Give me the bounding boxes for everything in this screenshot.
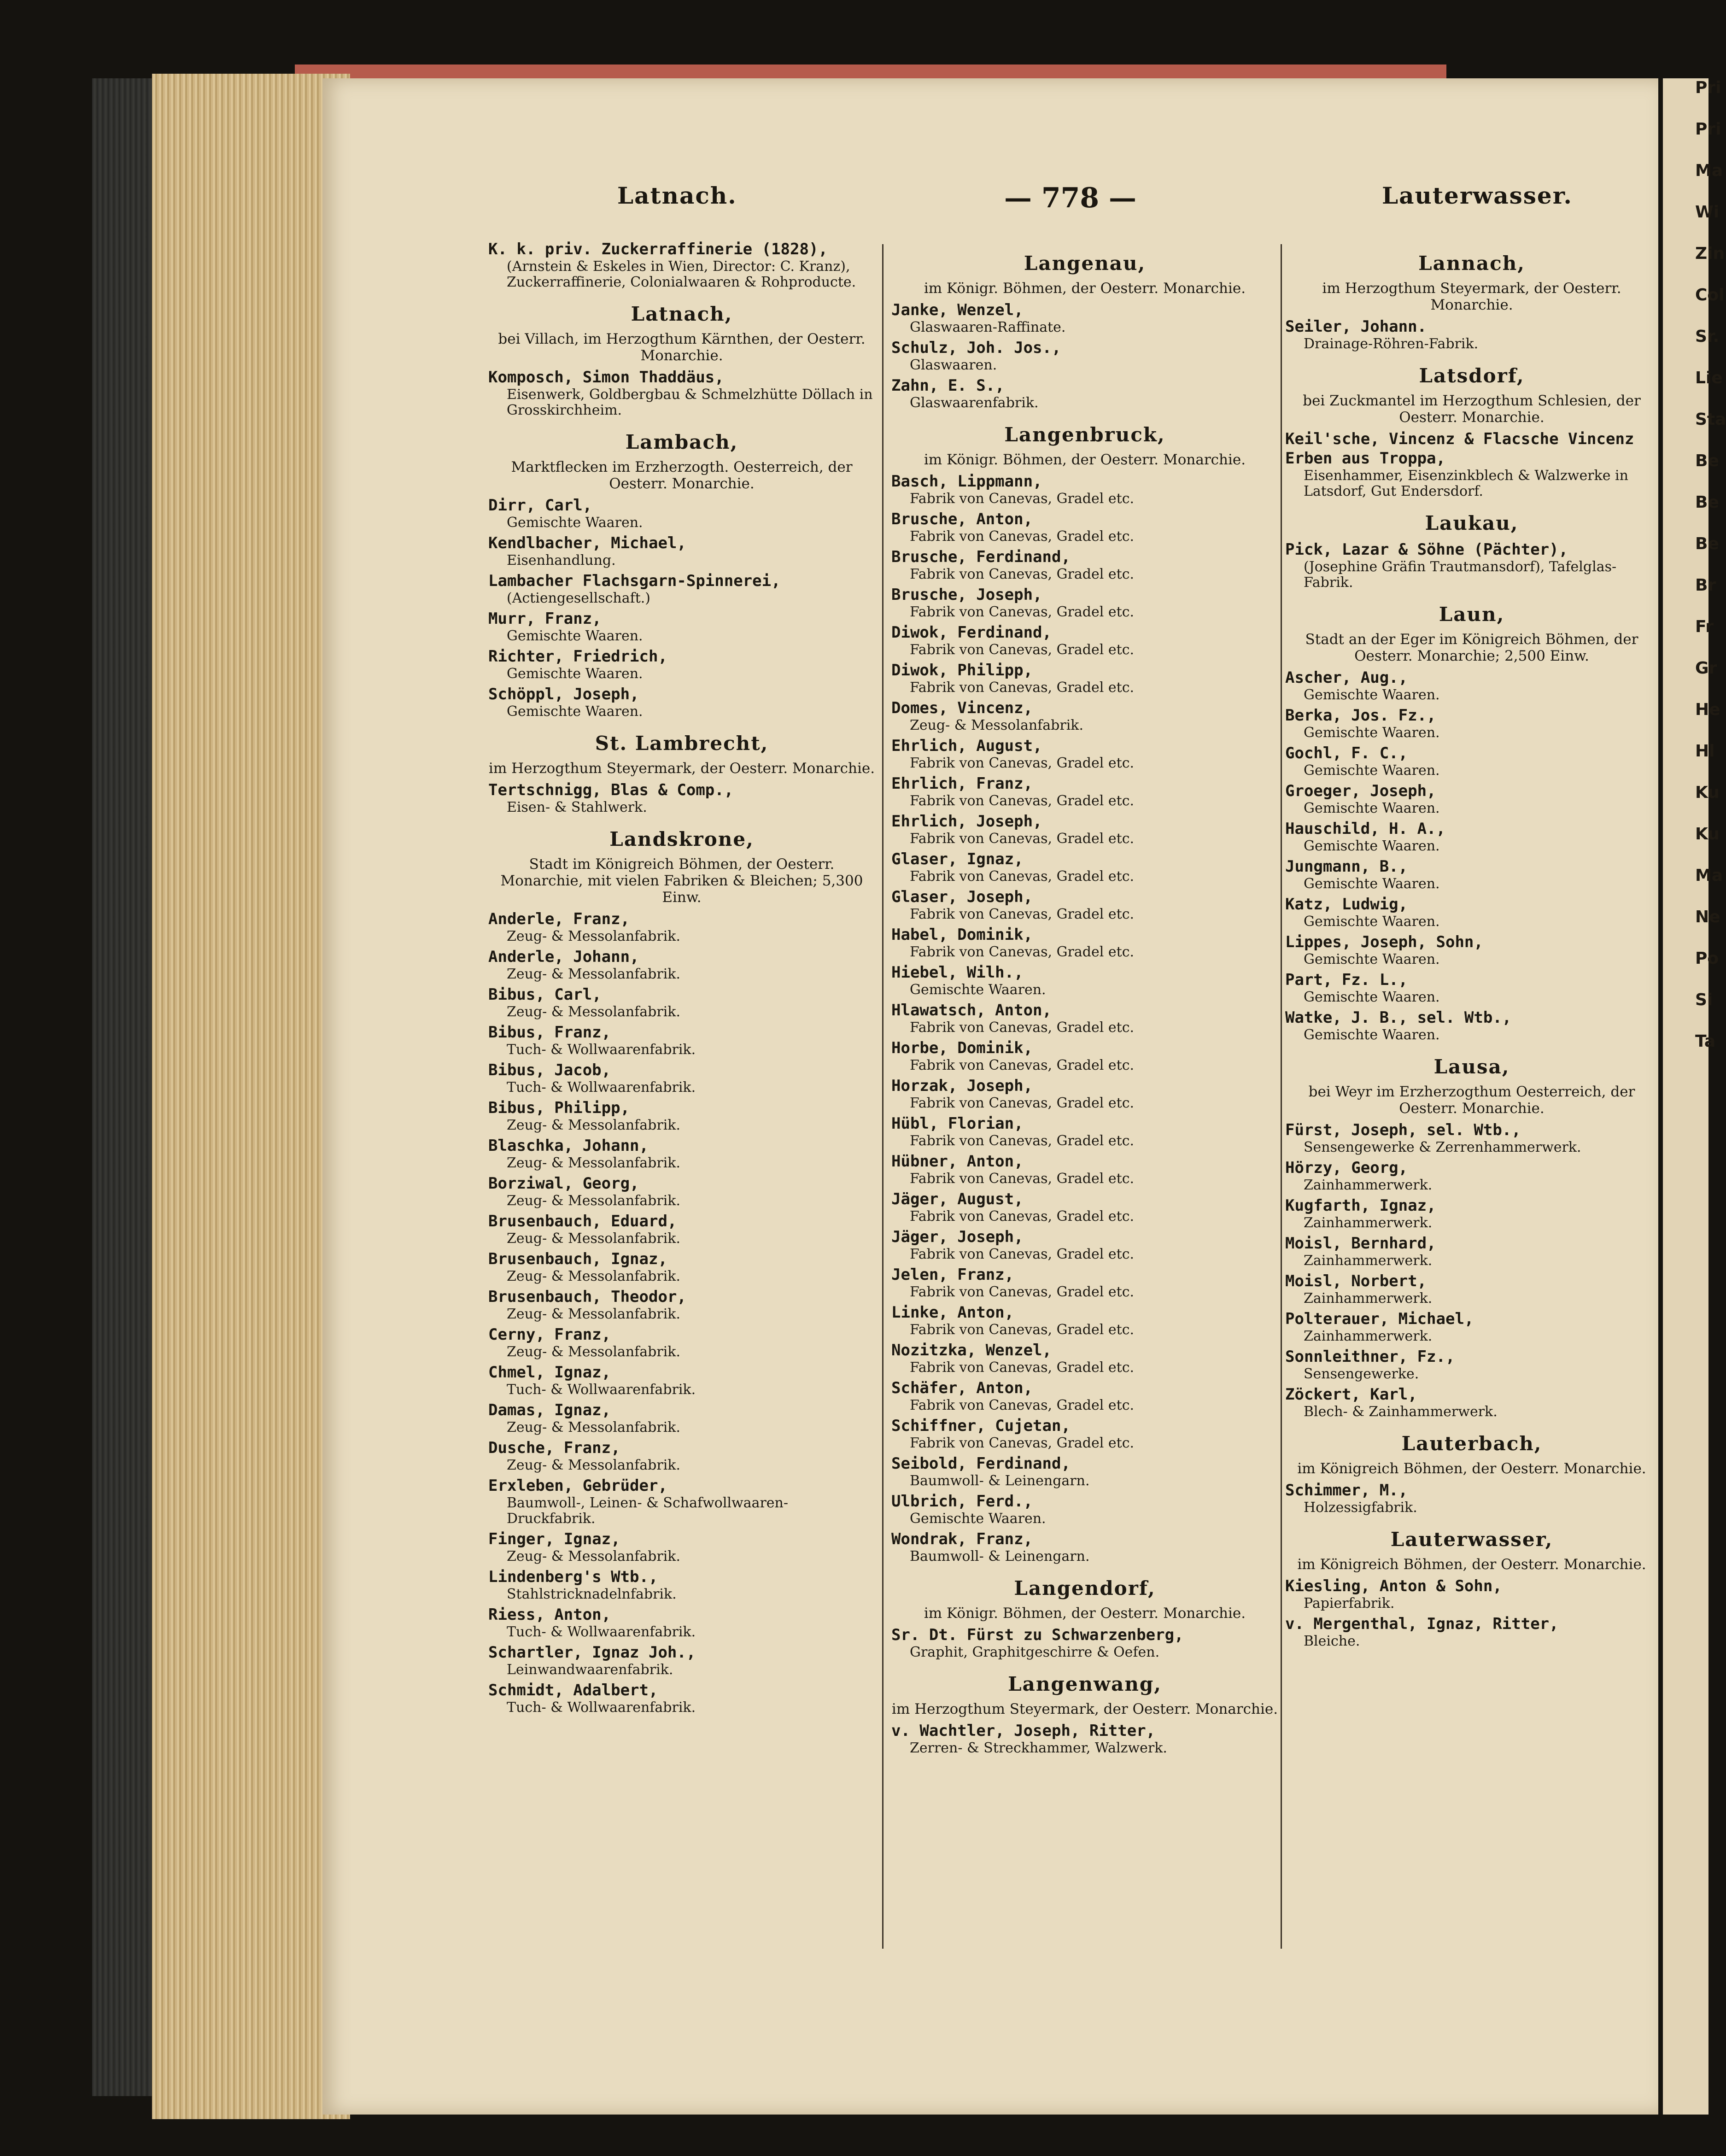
firm-name: Wondrak, Franz, (891, 1530, 1033, 1548)
firm-name: Katz, Ludwig, (1285, 895, 1408, 914)
firm-description: Eisenhammer, Eisenzinkblech & Walzwerke in Latsdorf, Gut Endersdorf. (1304, 468, 1628, 499)
firm-description: Zerren- & Streckhammer, Walzwerk. (910, 1740, 1167, 1756)
firm-description: Holzessigfabrik. (1304, 1500, 1417, 1516)
firm-name: Bibus, Franz, (488, 1023, 611, 1042)
firm-name: Ulbrich, Ferd., (891, 1492, 1033, 1511)
town-heading: Lauterbach, (1401, 1432, 1542, 1455)
firm-name: Dirr, Carl, (488, 496, 592, 515)
firm-name: Brusche, Ferdinand, (891, 548, 1071, 566)
firm-description: Zeug- & Messolanfabrik. (507, 1155, 681, 1171)
firm-description: Gemischte Waaren. (507, 515, 643, 531)
firm-description: Fabrik von Canevas, Gradel etc. (910, 491, 1135, 507)
firm-description: Stahlstricknadelnfabrik. (507, 1586, 677, 1602)
book-spine (92, 78, 161, 2096)
firm-description: Gemischte Waaren. (1304, 725, 1440, 741)
firm-description: Zeug- & Messolanfabrik. (910, 717, 1084, 733)
firm-description: Eisenwerk, Goldbergbau & Schmelzhütte Döllach in Grosskirchheim. (507, 387, 873, 418)
firm-name: Seibold, Ferdinand, (891, 1454, 1071, 1473)
firm-description: Fabrik von Canevas, Gradel etc. (910, 1435, 1135, 1451)
town-description: Stadt im Königreich Böhmen, der Oesterr. Monarchie, mit vielen Fabriken & Bleichen; 5,300 Einw. (500, 856, 863, 906)
firm-name: Jelen, Franz, (891, 1265, 1014, 1284)
next-page-text: Be (1695, 534, 1719, 553)
firm-name: Hauschild, H. A., (1285, 820, 1445, 838)
next-page-text: Zin (1695, 244, 1725, 263)
next-page-text: Be (1695, 493, 1719, 512)
next-page-text: Fr (1695, 617, 1714, 636)
firm-description: Fabrik von Canevas, Gradel etc. (910, 1397, 1135, 1413)
firm-name: Brusenbauch, Theodor, (488, 1288, 686, 1306)
firm-description: Zainhammerwerk. (1304, 1215, 1433, 1231)
firm-name: Schartler, Ignaz Joh., (488, 1643, 696, 1662)
firm-name: Erxleben, Gebrüder, (488, 1476, 667, 1495)
firm-description: Fabrik von Canevas, Gradel etc. (910, 1322, 1135, 1338)
firm-description: Fabrik von Canevas, Gradel etc. (910, 944, 1135, 960)
firm-name: Linke, Anton, (891, 1303, 1014, 1322)
firm-description: Baumwoll- & Leinengarn. (910, 1548, 1090, 1564)
firm-name: v. Wachtler, Joseph, Ritter, (891, 1722, 1156, 1740)
firm-description: Gemischte Waaren. (507, 703, 643, 720)
firm-description: (Arnstein & Eskeles in Wien, Director: C. Kranz), Zuckerraffinerie, Colonialwaaren & Rohproducte. (507, 258, 856, 290)
firm-description: Zeug- & Messolanfabrik. (507, 1004, 681, 1020)
page-edges (152, 74, 350, 2119)
firm-name: Sonnleithner, Fz., (1285, 1348, 1455, 1366)
firm-name: Keil'sche, Vincenz & Flacsche Vincenz Erben aus Troppa, (1285, 430, 1644, 468)
town-heading: Lambach, (625, 431, 738, 453)
next-page-fragment (1663, 78, 1726, 2115)
firm-name: Basch, Lippmann, (891, 472, 1042, 491)
firm-description: Gemischte Waaren. (910, 982, 1046, 998)
firm-name: Part, Fz. L., (1285, 971, 1408, 989)
firm-name: Komposch, Simon Thaddäus, (488, 368, 724, 387)
firm-description: Zainhammerwerk. (1304, 1328, 1433, 1344)
town-heading: Latsdorf, (1419, 364, 1525, 387)
firm-description: Zeug- & Messolanfabrik. (507, 1193, 681, 1209)
firm-description: Fabrik von Canevas, Gradel etc. (910, 528, 1135, 545)
firm-name: Bibus, Jacob, (488, 1061, 611, 1079)
firm-description: Gemischte Waaren. (910, 1511, 1046, 1527)
firm-description: Gemischte Waaren. (1304, 914, 1440, 930)
firm-description: Fabrik von Canevas, Gradel etc. (910, 1057, 1135, 1073)
firm-name: Jungmann, B., (1285, 857, 1408, 876)
firm-name: Moisl, Bernhard, (1285, 1234, 1436, 1253)
firm-name: Anderle, Johann, (488, 948, 639, 966)
next-page-text: Ma (1695, 161, 1723, 180)
next-page-text: Lie (1695, 369, 1723, 387)
town-description: im Herzogthum Steyermark, der Oesterr. Monarchie. (1322, 280, 1621, 313)
firm-name: Brusenbauch, Ignaz, (488, 1250, 667, 1268)
column-middle (891, 240, 1278, 1759)
firm-description: Gemischte Waaren. (1304, 876, 1440, 892)
firm-name: Schiffner, Cujetan, (891, 1417, 1071, 1435)
firm-description: Zainhammerwerk. (1304, 1290, 1433, 1306)
next-page-text: Pri (1695, 78, 1721, 97)
firm-description: Fabrik von Canevas, Gradel etc. (910, 1095, 1135, 1111)
firm-name: Glaser, Ignaz, (891, 850, 1024, 868)
firm-description: Tuch- & Wollwaarenfabrik. (507, 1079, 696, 1096)
firm-description: Glaswaaren-Raffinate. (910, 319, 1066, 335)
firm-name: v. Mergenthal, Ignaz, Ritter, (1285, 1615, 1559, 1633)
firm-name: Hlawatsch, Anton, (891, 1001, 1052, 1019)
column-rule (1281, 244, 1282, 1949)
firm-description: Fabrik von Canevas, Gradel etc. (910, 1208, 1135, 1224)
firm-description: Glaswaaren. (910, 357, 997, 373)
town-description: im Königr. Böhmen, der Oesterr. Monarchie. (924, 280, 1246, 297)
town-heading: Langenbruck, (1004, 423, 1165, 446)
firm-description: Gemischte Waaren. (507, 628, 643, 644)
firm-description: Gemischte Waaren. (507, 666, 643, 682)
firm-description: Zeug- & Messolanfabrik. (507, 1268, 681, 1284)
firm-description: Drainage-Röhren-Fabrik. (1304, 336, 1479, 352)
firm-description: Fabrik von Canevas, Gradel etc. (910, 1284, 1135, 1300)
firm-description: Zeug- & Messolanfabrik. (507, 928, 681, 944)
firm-description: Zeug- & Messolanfabrik. (507, 1306, 681, 1322)
firm-name: Moisl, Norbert, (1285, 1272, 1427, 1290)
firm-name: Ehrlich, Joseph, (891, 812, 1042, 831)
next-page-text: Col (1695, 286, 1725, 305)
firm-name: Diwok, Ferdinand, (891, 623, 1052, 642)
town-heading: Langenau, (1024, 252, 1146, 275)
firm-description: Zainhammerwerk. (1304, 1177, 1433, 1193)
column-right (1285, 240, 1658, 1652)
firm-name: Polterauer, Michael, (1285, 1310, 1474, 1328)
firm-description: Gemischte Waaren. (1304, 838, 1440, 854)
firm-description: Tuch- & Wollwaarenfabrik. (507, 1624, 696, 1640)
next-page-text: Si (1695, 990, 1713, 1009)
firm-description: Gemischte Waaren. (1304, 989, 1440, 1005)
town-description: Marktflecken im Erzherzogth. Oesterreich, der Oesterr. Monarchie. (511, 459, 853, 492)
firm-name: Hübl, Florian, (891, 1114, 1024, 1133)
firm-description: Fabrik von Canevas, Gradel etc. (910, 680, 1135, 696)
firm-description: Tuch- & Wollwaarenfabrik. (507, 1699, 696, 1716)
town-description: im Königreich Böhmen, der Oesterr. Monarchie. (1297, 1556, 1646, 1573)
firm-name: Hörzy, Georg, (1285, 1159, 1408, 1177)
firm-name: Blaschka, Johann, (488, 1137, 649, 1155)
firm-description: Fabrik von Canevas, Gradel etc. (910, 1171, 1135, 1187)
firm-name: Kendlbacher, Michael, (488, 534, 686, 552)
firm-name: Horzak, Joseph, (891, 1077, 1033, 1095)
running-head-left: Latnach. (617, 182, 737, 209)
firm-description: Tuch- & Wollwaarenfabrik. (507, 1042, 696, 1058)
firm-description: Fabrik von Canevas, Gradel etc. (910, 793, 1135, 809)
town-description: im Königr. Böhmen, der Oesterr. Monarchie. (924, 1605, 1246, 1622)
town-heading: Lauterwasser, (1390, 1528, 1553, 1551)
firm-description: Sensengewerke. (1304, 1366, 1419, 1382)
firm-description: Zeug- & Messolanfabrik. (507, 966, 681, 982)
next-page-text: Sta (1695, 410, 1726, 429)
firm-name: Murr, Franz, (488, 609, 602, 628)
firm-description: Fabrik von Canevas, Gradel etc. (910, 868, 1135, 885)
firm-description: Graphit, Graphitgeschirre & Oefen. (910, 1644, 1160, 1660)
town-heading: Langendorf, (1014, 1577, 1156, 1599)
firm-name: Hübner, Anton, (891, 1152, 1024, 1171)
firm-name: Ascher, Aug., (1285, 668, 1408, 687)
firm-name: Kiesling, Anton & Sohn, (1285, 1577, 1502, 1595)
firm-name: Brusenbauch, Eduard, (488, 1212, 677, 1230)
page-number: — 778 — (1004, 182, 1137, 214)
firm-name: Jäger, August, (891, 1190, 1024, 1208)
next-page-text: Br (1695, 576, 1716, 595)
firm-description: Papierfabrik. (1304, 1595, 1395, 1611)
firm-description: Zeug- & Messolanfabrik. (507, 1344, 681, 1360)
firm-description: Gemischte Waaren. (1304, 951, 1440, 967)
firm-name: Bibus, Carl, (488, 985, 602, 1004)
firm-description: Eisenhandlung. (507, 552, 616, 568)
firm-name: Ehrlich, August, (891, 737, 1042, 755)
firm-name: Jäger, Joseph, (891, 1228, 1024, 1246)
next-page-text: Ta (1695, 1032, 1716, 1051)
firm-name: Nozitzka, Wenzel, (891, 1341, 1052, 1359)
town-description: bei Weyr im Erzherzogthum Oesterreich, der Oesterr. Monarchie. (1308, 1084, 1635, 1117)
firm-description: Fabrik von Canevas, Gradel etc. (910, 1133, 1135, 1149)
next-page-text: Pri (1695, 120, 1721, 139)
firm-description: Fabrik von Canevas, Gradel etc. (910, 604, 1135, 620)
firm-name: Janke, Wenzel, (891, 301, 1024, 319)
next-page-text: Gr (1695, 659, 1717, 678)
firm-name: Zöckert, Karl, (1285, 1385, 1417, 1404)
town-heading: Langenwang, (1008, 1673, 1162, 1695)
firm-description: Blech- & Zainhammerwerk. (1304, 1404, 1498, 1420)
firm-description: Gemischte Waaren. (1304, 687, 1440, 703)
firm-name: Hiebel, Wilh., (891, 963, 1024, 982)
town-heading: Latnach, (631, 303, 733, 325)
firm-name: Watke, J. B., sel. Wtb., (1285, 1008, 1512, 1027)
firm-description: Zeug- & Messolanfabrik. (507, 1230, 681, 1247)
next-page-text: Ku (1695, 825, 1720, 844)
next-page-text: Wi (1695, 203, 1720, 222)
firm-description: Baumwoll- & Leinengarn. (910, 1473, 1090, 1489)
firm-description: Fabrik von Canevas, Gradel etc. (910, 1246, 1135, 1262)
town-description: im Herzogthum Steyermark, der Oesterr. Monarchie. (891, 1701, 1278, 1717)
firm-name: Seiler, Johann. (1285, 317, 1427, 336)
town-heading: Lannach, (1418, 252, 1525, 275)
firm-name: Zahn, E. S., (891, 376, 1005, 395)
firm-description: Zeug- & Messolanfabrik. (507, 1548, 681, 1564)
town-heading: Lausa, (1433, 1055, 1510, 1078)
running-head-right: Lauterwasser. (1382, 182, 1573, 209)
firm-name: Schöppl, Joseph, (488, 685, 639, 703)
firm-name: Lambacher Flachsgarn-Spinnerei, (488, 572, 781, 590)
firm-name: Gochl, F. C., (1285, 744, 1408, 762)
next-page-text: He (1695, 700, 1720, 719)
firm-name: Chmel, Ignaz, (488, 1363, 611, 1382)
firm-name: Lindenberg's Wtb., (488, 1568, 658, 1586)
firm-description: Fabrik von Canevas, Gradel etc. (910, 1359, 1135, 1376)
firm-description: Zeug- & Messolanfabrik. (507, 1117, 681, 1133)
town-heading: Landskrone, (609, 828, 754, 850)
firm-name: Dusche, Franz, (488, 1439, 620, 1457)
next-page-text: Ma (1695, 866, 1723, 885)
firm-description: Zeug- & Messolanfabrik. (507, 1457, 681, 1473)
firm-description: (Actiengesellschaft.) (507, 590, 650, 606)
firm-description: Fabrik von Canevas, Gradel etc. (910, 1019, 1135, 1036)
firm-name: Diwok, Philipp, (891, 661, 1033, 680)
firm-description: Gemischte Waaren. (1304, 1027, 1440, 1043)
firm-description: Gemischte Waaren. (1304, 800, 1440, 816)
firm-name: Berka, Jos. Fz., (1285, 706, 1436, 725)
town-heading: Laun, (1439, 603, 1505, 626)
firm-description: Baumwoll-, Leinen- & Schafwollwaaren-Druckfabrik. (507, 1495, 789, 1527)
firm-description: Fabrik von Canevas, Gradel etc. (910, 831, 1135, 847)
firm-name: Schimmer, M., (1285, 1481, 1408, 1500)
firm-name: Horbe, Dominik, (891, 1039, 1033, 1057)
next-page-text: Po (1695, 949, 1719, 968)
firm-description: Glaswaarenfabrik. (910, 395, 1039, 411)
firm-name: Brusche, Joseph, (891, 586, 1042, 604)
firm-name: Anderle, Franz, (488, 910, 630, 928)
firm-name: Cerny, Franz, (488, 1325, 611, 1344)
firm-name: Bibus, Philipp, (488, 1099, 630, 1117)
town-description: im Königreich Böhmen, der Oesterr. Monarchie. (1297, 1460, 1646, 1477)
firm-name: Sr. Dt. Fürst zu Schwarzenberg, (891, 1626, 1184, 1644)
firm-description: Eisen- & Stahlwerk. (507, 799, 647, 815)
firm-name: Richter, Friedrich, (488, 647, 667, 666)
firm-description: Leinwandwaarenfabrik. (507, 1662, 673, 1678)
firm-name: Domes, Vincenz, (891, 699, 1033, 717)
next-page-text: Hl (1695, 742, 1715, 761)
firm-description: Fabrik von Canevas, Gradel etc. (910, 755, 1135, 771)
firm-name: Kugfarth, Ignaz, (1285, 1196, 1436, 1215)
town-description: Stadt an der Eger im Königreich Böhmen, der Oesterr. Monarchie; 2,500 Einw. (1305, 631, 1638, 664)
firm-description: Fabrik von Canevas, Gradel etc. (910, 566, 1135, 582)
firm-name: Schulz, Joh. Jos., (891, 339, 1061, 357)
town-description: im Herzogthum Steyermark, der Oesterr. Monarchie. (488, 760, 875, 777)
firm-name: Lippes, Joseph, Sohn, (1285, 933, 1483, 951)
firm-name: Schäfer, Anton, (891, 1379, 1033, 1397)
firm-name: Habel, Dominik, (891, 926, 1033, 944)
firm-description: Gemischte Waaren. (1304, 762, 1440, 779)
firm-name: Riess, Anton, (488, 1605, 611, 1624)
column-rule (882, 244, 883, 1949)
firm-name: Pick, Lazar & Söhne (Pächter), (1285, 540, 1568, 559)
firm-name: Tertschnigg, Blas & Comp., (488, 781, 734, 799)
firm-description: Zainhammerwerk. (1304, 1253, 1433, 1269)
town-description: im Königr. Böhmen, der Oesterr. Monarchie. (924, 451, 1246, 468)
firm-name: Brusche, Anton, (891, 510, 1033, 528)
town-heading: St. Lambrecht, (595, 732, 769, 755)
firm-description: Bleiche. (1304, 1633, 1360, 1649)
firm-name: Finger, Ignaz, (488, 1530, 620, 1548)
next-page-text: Ku (1695, 783, 1720, 802)
next-page-text: Sr. (1695, 327, 1720, 346)
town-description: bei Villach, im Herzogthum Kärnthen, der Oesterr. Monarchie. (498, 331, 866, 364)
next-page-text: Ne (1695, 908, 1720, 926)
firm-name: Ehrlich, Franz, (891, 774, 1033, 793)
town-heading: Laukau, (1425, 512, 1519, 534)
next-page-text: Be (1695, 451, 1719, 470)
firm-name: K. k. priv. Zuckerraffinerie (1828), (488, 240, 828, 258)
firm-name: Fürst, Joseph, sel. Wtb., (1285, 1121, 1521, 1139)
firm-name: Schmidt, Adalbert, (488, 1681, 658, 1699)
firm-description: Tuch- & Wollwaarenfabrik. (507, 1382, 696, 1398)
firm-description: Zeug- & Messolanfabrik. (507, 1419, 681, 1435)
firm-description: (Josephine Gräfin Trautmansdorf), Tafelglas-Fabrik. (1304, 559, 1617, 591)
firm-name: Damas, Ignaz, (488, 1401, 611, 1419)
town-description: bei Zuckmantel im Herzogthum Schlesien, der Oesterr. Monarchie. (1303, 393, 1641, 426)
firm-name: Groeger, Joseph, (1285, 782, 1436, 800)
firm-description: Sensengewerke & Zerrenhammerwerk. (1304, 1139, 1581, 1155)
firm-description: Fabrik von Canevas, Gradel etc. (910, 906, 1135, 922)
firm-name: Glaser, Joseph, (891, 888, 1033, 906)
column-left (488, 240, 875, 1718)
firm-name: Borziwal, Georg, (488, 1174, 639, 1193)
firm-description: Fabrik von Canevas, Gradel etc. (910, 642, 1135, 658)
